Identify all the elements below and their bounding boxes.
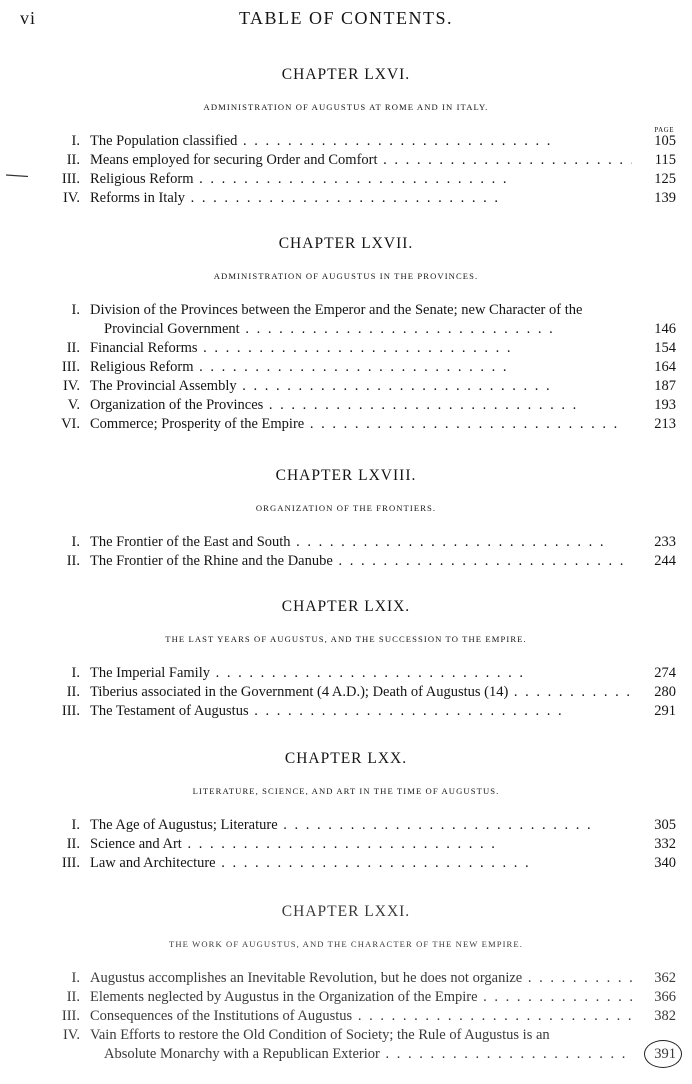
entry-title: Division of the Provinces between the Emperor and the Senate; new Character of the: [90, 302, 583, 318]
entry-page: 280: [654, 684, 676, 700]
entry-number: I.: [71, 817, 80, 833]
entry-page: 305: [654, 817, 676, 833]
chapter-subtitle: ORGANIZATION OF THE FRONTIERS.: [255, 503, 437, 513]
entry-number: I.: [71, 302, 80, 318]
entry-title: Financial Reforms . .: [90, 339, 632, 358]
entry-number: III.: [61, 171, 80, 187]
entry-page: 193: [654, 397, 676, 413]
entry-list: [0, 664, 692, 721]
chapter-subtitle: THE LAST YEARS OF AUGUSTUS, AND THE SUCCESSION TO THE EMPIRE.: [165, 634, 527, 644]
entry-number: I.: [71, 534, 80, 550]
entry-page: 125: [654, 171, 676, 187]
entry-page: 274: [654, 665, 676, 681]
entry-title: Religious Reform . .: [90, 358, 632, 377]
entry-page: 366: [654, 989, 676, 1005]
entry-title: Consequences of the Institutions of Augustus . .: [90, 1007, 632, 1026]
entry-title: Commerce; Prosperity of the Empire . .: [90, 415, 632, 434]
entry-list: [0, 301, 692, 434]
entry-title: Organization of the Provinces . .: [90, 396, 632, 415]
toc-entry[interactable]: [0, 151, 692, 170]
circled-page-mark-icon: [644, 1040, 682, 1068]
entry-page: 391: [654, 1046, 676, 1062]
chapter-heading: CHAPTER LXVI.: [281, 66, 411, 83]
entry-title: Elements neglected by Augustus in the Organization of the Empire . .: [90, 988, 632, 1007]
toc-entry[interactable]: [0, 1007, 692, 1026]
entry-number: II.: [66, 836, 80, 852]
chapter-subtitle: ADMINISTRATION OF AUGUSTUS IN THE PROVINCES.: [213, 271, 479, 281]
entry-page: 154: [654, 340, 676, 356]
entry-page: 115: [654, 152, 676, 168]
entry-page: 187: [654, 378, 676, 394]
chapter-heading: CHAPTER LXX.: [284, 750, 408, 767]
entry-number: I.: [71, 133, 80, 149]
chapter-heading: CHAPTER LXVIII.: [275, 467, 417, 484]
entry-title: The Age of Augustus; Literature . .: [90, 816, 632, 835]
toc-entry[interactable]: [0, 1026, 692, 1064]
chapter-subtitle: ADMINISTRATION OF AUGUSTUS AT ROME AND IN ITALY.: [203, 102, 489, 112]
entry-title: The Frontier of the Rhine and the Danube . .: [90, 552, 632, 571]
entry-title: The Testament of Augustus . .: [90, 702, 632, 721]
entry-page: 164: [654, 359, 676, 375]
toc-entry[interactable]: [0, 415, 692, 434]
entry-number: III.: [61, 703, 80, 719]
page-number: vi: [20, 8, 37, 28]
chapter-lxviii: [0, 465, 692, 571]
toc-entry[interactable]: [0, 189, 692, 208]
chapter-lxix: [0, 596, 692, 721]
entry-title: Science and Art . .: [90, 835, 632, 854]
entry-number: V.: [67, 397, 80, 413]
entry-title-continued: Provincial Government . .: [104, 320, 632, 339]
entry-number: III.: [61, 1008, 80, 1024]
entry-title: Reforms in Italy . .: [90, 189, 632, 208]
toc-entry[interactable]: [0, 396, 692, 415]
entry-title: Vain Efforts to restore the Old Condition of Society; the Rule of Augustus is an: [90, 1027, 550, 1043]
entry-page: 213: [654, 416, 676, 432]
toc-entry[interactable]: [0, 358, 692, 377]
entry-list: [0, 533, 692, 571]
entry-title: Means employed for securing Order and Comfort . .: [90, 151, 632, 170]
entry-number: VI.: [61, 416, 80, 432]
entry-number: I.: [71, 970, 80, 986]
toc-entry[interactable]: [0, 854, 692, 873]
entry-page: 105: [654, 133, 676, 149]
entry-page: 291: [654, 703, 676, 719]
entry-page: 332: [654, 836, 676, 852]
entry-title: Tiberius associated in the Government (4 A.D.); Death of Augustus (14) . .: [90, 683, 632, 702]
toc-entry[interactable]: [0, 377, 692, 396]
page-title: TABLE OF CONTENTS.: [238, 8, 454, 28]
entry-page: 340: [654, 855, 676, 871]
page-column-label: PAGE: [654, 126, 674, 134]
entry-page: 382: [654, 1008, 676, 1024]
chapter-heading: CHAPTER LXIX.: [281, 598, 411, 615]
entry-title: Religious Reform . .: [90, 170, 632, 189]
chapter-lxxi: [0, 901, 692, 1064]
entry-page: 233: [654, 534, 676, 550]
entry-number: IV.: [62, 190, 80, 206]
toc-entry[interactable]: [0, 702, 692, 721]
entry-title: The Frontier of the East and South . .: [90, 533, 632, 552]
toc-entry[interactable]: [0, 533, 692, 552]
entry-page: 146: [654, 321, 676, 337]
toc-entry[interactable]: [0, 664, 692, 683]
toc-entry[interactable]: [0, 835, 692, 854]
entry-page: 244: [654, 553, 676, 569]
toc-entry[interactable]: [0, 988, 692, 1007]
entry-list: [0, 816, 692, 873]
entry-page: 362: [654, 970, 676, 986]
toc-entry[interactable]: [0, 969, 692, 988]
entry-number: III.: [61, 359, 80, 375]
toc-entry[interactable]: [0, 170, 692, 189]
entry-title: Augustus accomplishes an Inevitable Revolution, but he does not organize . .: [90, 969, 632, 988]
entry-number: III.: [61, 855, 80, 871]
entry-title: The Provincial Assembly . .: [90, 377, 632, 396]
chapter-heading: CHAPTER LXVII.: [278, 235, 414, 252]
entry-number: II.: [66, 989, 80, 1005]
toc-entry[interactable]: [0, 552, 692, 571]
entry-list: [0, 132, 692, 208]
chapter-subtitle: THE WORK OF AUGUSTUS, AND THE CHARACTER OF THE NEW EMPIRE.: [169, 939, 523, 949]
entry-number: II.: [66, 684, 80, 700]
entry-number: IV.: [62, 378, 80, 394]
toc-entry[interactable]: [0, 339, 692, 358]
toc-entry[interactable]: [0, 132, 692, 151]
entry-number: II.: [66, 553, 80, 569]
chapter-heading: CHAPTER LXXI.: [281, 903, 411, 920]
chapter-lxvi: [0, 64, 692, 208]
entry-title: The Population classified . .: [90, 132, 632, 151]
entry-number: IV.: [62, 1027, 80, 1043]
chapter-subtitle: LITERATURE, SCIENCE, AND ART IN THE TIME OF AUGUSTUS.: [192, 786, 500, 796]
entry-number: II.: [66, 152, 80, 168]
toc-entry[interactable]: [0, 683, 692, 702]
chapter-lxx: [0, 748, 692, 873]
entry-title-continued: Absolute Monarchy with a Republican Exterior . .: [104, 1045, 632, 1064]
entry-number: II.: [66, 340, 80, 356]
entry-list: [0, 969, 692, 1064]
chapter-lxvii: [0, 233, 692, 434]
entry-number: I.: [71, 665, 80, 681]
entry-title: Law and Architecture . .: [90, 854, 632, 873]
entry-page: 139: [654, 190, 676, 206]
toc-entry[interactable]: [0, 301, 692, 339]
entry-title: The Imperial Family . .: [90, 664, 632, 683]
toc-entry[interactable]: [0, 816, 692, 835]
